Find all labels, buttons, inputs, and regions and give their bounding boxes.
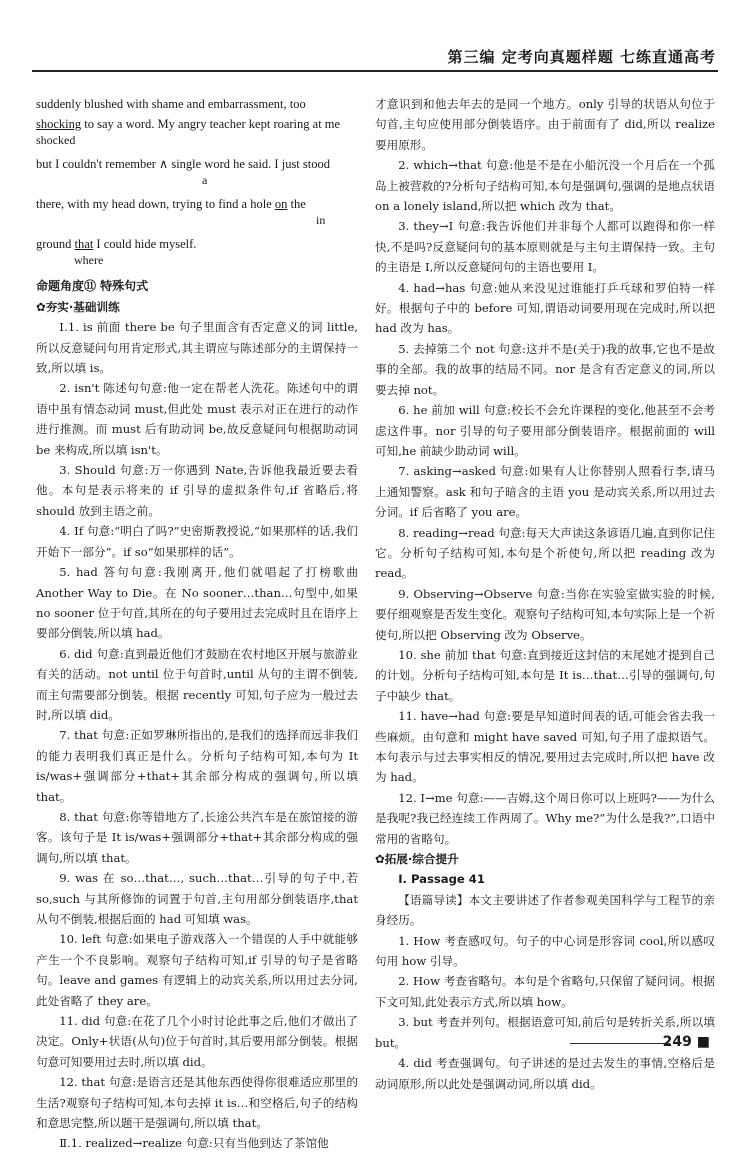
correction-line [36, 114, 358, 154]
answer-item: 才意识到和他去年去的是同一个地方。only 引导的状语从句位于句首,主句应使用部分倒装语序。由于前面有了 did,所以 realize 要用原形。 [375, 97, 715, 152]
answer-item: 8. that 句意:你等错地方了,长途公共汽车是在旅馆接的游客。该句子是 It is/was+强调部分+that+其余部分构成的强调句,所以填 that。 [36, 809, 358, 865]
answer-item: 9. Observing→Observe 句意:当你在实验室做实验的时候,要仔细观察是否发生变化。观察句子结构可知,本句实际上是一个祈使句,所以把 Observing 改为 Observe。 [375, 586, 715, 642]
answer-item: 10. left 句意:如果电子游戏落入一个错误的人手中就能够产生一个不良影响。观察句子结构可知,if 引导的句子是省略句。leave and games 有逻辑上的动宾关系,所以用过去分词,此处省略了 they are。 [36, 932, 358, 1008]
reading-guide: 【语篇导读】本文主要讲述了作者参观美国科学与工程节的亲身经历。 [375, 892, 715, 928]
passage-text: the [290, 197, 306, 212]
correction-line [36, 154, 358, 194]
answer-item: 3. they→I 句意:我告诉他们并非每个人都可以跑得和你一样快,不是吗?反意疑问句的基本原则就是与主句主谓保持一致。主句的主语是 I,所以反意疑问句的主语也要用 I。 [375, 219, 715, 275]
passage-text: but I couldn't remember [36, 157, 156, 172]
passage-text: to say a word. My angry teacher kept roaring at me [81, 117, 341, 132]
answer-item: 12. I→me 句意:——吉姆,这个周日你可以上班吗?——为什么是我呢?我已经连续工作两周了。Why me?“为什么是我?”,口语中常用的省略句。 [375, 790, 715, 846]
answer-item: 2. How 考查省略句。本句是个省略句,只保留了疑问词。根据下文可知,此处表示方式,所以填 how。 [375, 974, 715, 1009]
insert-mark: ∧ [159, 157, 169, 172]
correction-line [36, 194, 358, 234]
passage-text: there, with my head down, trying to find a hole [36, 197, 272, 212]
subsection-title: ✿拓展·综合提升 [375, 852, 459, 867]
header-title: 第三编 定考向真题样题 七练直通高考 [447, 48, 716, 66]
left-column [36, 94, 358, 1154]
answer-item: Ⅰ.1. is 前面 there be 句子里面含有否定意义的词 little,所以反意疑问句用肯定形式,其主谓应与陈述部分的主谓保持一致,所以填 is。 [36, 320, 358, 376]
answer-item: 3. but 考查并列句。根据语意可知,前后句是转折关系,所以填 but。 [375, 1015, 715, 1050]
passage-text: single word he said. I just stood [171, 157, 330, 172]
answer-item: 4. had→has 句意:她从来没见过谁能打乒乓球和罗伯特一样好。根据句子中的 before 可知,谓语动词要用现在完成时,所以把 had 改为 has。 [375, 280, 715, 336]
corrected-word: that [74, 237, 94, 252]
correction-word: shocked [36, 133, 76, 148]
answer-item: 11. have→had 句意:要是早知道时间表的话,可能会省去我一些麻烦。由句意和 might have saved 可知,句子用了虚拟语气。本句表示与过去事实相反的情况,要用过去完成时,所以把 have 改为 had。 [375, 709, 715, 785]
passage-text: ground [36, 237, 72, 252]
passage-title: Ⅰ. Passage 41 [398, 872, 485, 887]
answer-item: 5. had 答句句意:我刚离开,他们就唱起了打榜歌曲 Another Way to Die。在 No sooner…than…句型中,如果 no sooner 位于句首,其所在的句子要用过去完成时且在语序上要部分倒装,所以填 had。 [36, 565, 358, 641]
answer-item: 12. that 句意:是语言还是其他东西使得你很难适应那里的生活?观察句子结构可知,本句去掉 it is…和空格后,句子的结构和意思完整,所以题干是强调句,所以填 that。 [36, 1075, 358, 1131]
page-number: 249 ■ [662, 1034, 710, 1050]
correction-line [36, 234, 358, 274]
answer-item: 6. he 前加 will 句意:校长不会允许课程的变化,他甚至不会考虑这件事。nor 引导的句子要用部分倒装语序。根据前面的 will 可知,he 前缺少助动词 will。 [375, 403, 715, 458]
passage-line: suddenly blushed with shame and embarrassment, too [36, 97, 306, 111]
answer-item: 8. reading→read 句意:每天大声读这条谚语几遍,直到你记住它。分析句子结构可知,本句是个祈使句,所以把 reading 改为 read。 [375, 525, 715, 581]
answer-item: 5. 去掉第二个 not 句意:这并不是(关于)我的故事,它也不是故事的全部。我的故事的结局不同。nor 是含有否定意义的词,所以要去掉 not。 [375, 341, 715, 397]
correction-word: where [74, 253, 104, 268]
answer-item: 1. How 考查感叹句。句子的中心词是形容词 cool,所以感叹句用 how 引导。 [375, 933, 715, 969]
answer-item: Ⅱ.1. realized→realize 句意:只有当他到达了茶馆他 [59, 1136, 329, 1151]
right-column [375, 94, 715, 1094]
correction-word: in [316, 213, 326, 228]
answer-item: 6. did 句意:直到最近他们才鼓励在农村地区开展与旅游业有关的活动。not until 位于句首时,until 从句的主谓不倒装,而主句需要部分倒装。根据 recently 可知,句子应为一般过去时,所以填 did。 [36, 646, 358, 722]
answer-item: 4. did 考查强调句。句子讲述的是过去发生的事情,空格后是动词原形,所以此处是强调动词,所以填 did。 [375, 1056, 715, 1091]
answer-item: 3. Should 句意:万一你遇到 Nate,告诉他我最近要去看他。本句是表示将来的 if 引导的虚拟条件句,if 省略后,将 should 放到主语之前。 [36, 463, 358, 518]
correction-word: a [202, 173, 208, 188]
answer-item: 7. asking→asked 句意:如果有人让你替别人照看行李,请马上通知警察。ask 和句子暗含的主语 you 是动宾关系,所以用过去分词。if 后省略了 you are。 [375, 464, 715, 520]
corrected-word: on [274, 197, 288, 212]
page-header [32, 40, 718, 72]
answer-item: 4. If 句意:“明白了吗?”史密斯教授说,“如果那样的话,我们开始下一部分”。if so“如果那样的话”。 [36, 524, 358, 559]
answer-item: 9. was 在 so…that…, such…that…引导的句子中,若 so,such 与其所修饰的词置于句首,主句用部分倒装语序,that 从句不倒装,根据后面的 had 可知填 was。 [36, 871, 358, 926]
subsection-title: ✿夯实·基础训练 [36, 299, 120, 314]
answer-item: 11. did 句意:在花了几个小时讨论此事之后,他们才做出了决定。Only+状语(从句)位于句首时,其后要用部分倒装。根据句意可知要用过去时,所以填 did。 [36, 1014, 358, 1069]
footer-rule [570, 1043, 670, 1044]
answer-item: 2. which→that 句意:他是不是在小船沉没一个月后在一个孤岛上被营救的?分析句子结构可知,本句是强调句,强调的是地点状语 on a lonely island,所以把 which 改为 that。 [375, 158, 715, 214]
answer-item: 7. that 句意:正如罗琳所指出的,是我们的选择而远非我们的能力表明我们真正是什么。分析句子结构可知,本句为 It is/was+强调部分+that+其余部分构成的强调句,所以填 that。 [36, 728, 358, 804]
corrected-word: shocking [36, 117, 82, 132]
answer-item: 2. isn't 陈述句句意:他一定在帮老人洗花。陈述句中的谓语中虽有情态动词 must,但此处 must 表示对正在进行的动作进行推测。而 must 后有助动词 be,故反意疑问句根据助动词 be 来构成,所以填 isn't。 [36, 381, 358, 457]
answer-item: 10. she 前加 that 句意:直到接近这封信的末尾她才提到自己的计划。分析句子结构可知,本句是 It is…that…引导的强调句,句子中缺少 that。 [375, 647, 715, 703]
section-title: 命题角度⑪ 特殊句式 [36, 279, 149, 294]
passage-text: I could hide myself. [96, 237, 197, 252]
